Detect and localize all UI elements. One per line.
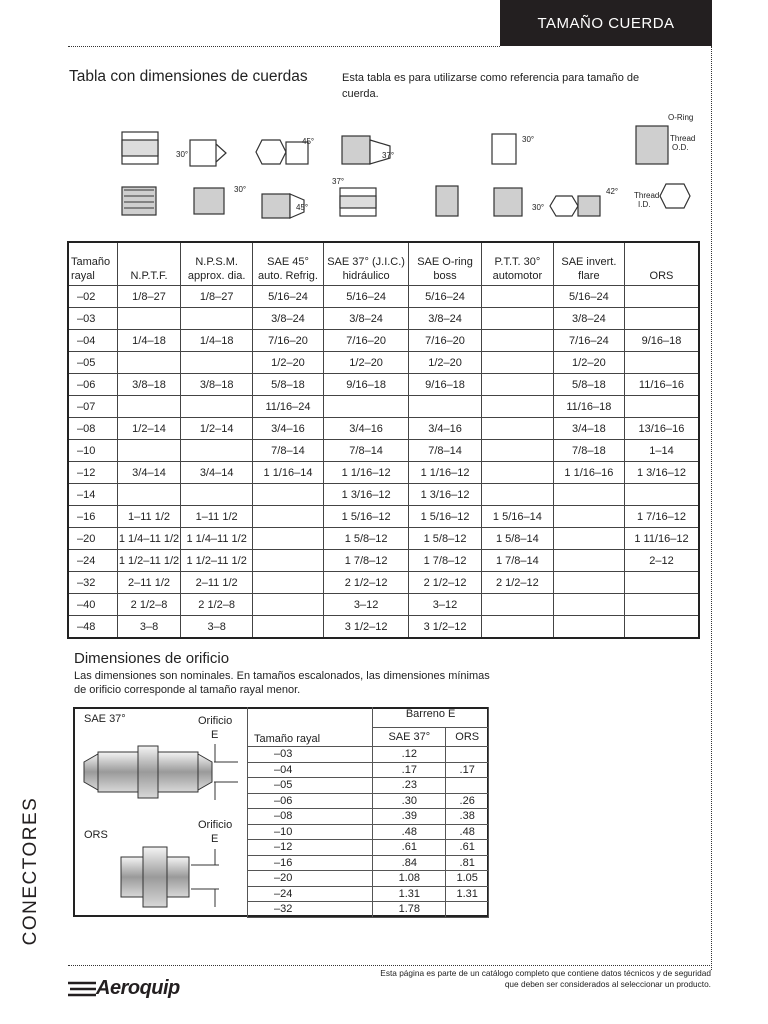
side-label-text: CONECTORES	[20, 796, 41, 946]
table-cell	[252, 572, 323, 594]
table-cell	[624, 352, 699, 374]
table-cell: –32	[68, 572, 117, 594]
table-cell	[481, 352, 553, 374]
table-cell: 1 5/16–12	[409, 506, 482, 528]
table-cell: 1 5/8–14	[481, 528, 553, 550]
column-header-line: SAE 37° (J.I.C.)	[327, 256, 405, 268]
table-cell: 1/2–14	[117, 418, 181, 440]
angle-label: 37°	[332, 177, 345, 186]
table-cell: 1 5/16–12	[324, 506, 409, 528]
table-cell: 1–14	[624, 440, 699, 462]
table-cell: –20	[68, 528, 117, 550]
table-cell: –05	[68, 352, 117, 374]
table-cell: 3–12	[409, 594, 482, 616]
column-header-line: ORS	[649, 270, 674, 282]
page-title: Tabla con dimensiones de cuerdas	[69, 68, 308, 85]
column-header-line: hidráulico	[342, 270, 390, 282]
table-cell: 1/2–20	[409, 352, 482, 374]
table-cell: 9/16–18	[409, 374, 482, 396]
table-cell: 1/2–20	[252, 352, 323, 374]
ors-male-icon	[636, 126, 668, 164]
table-cell: –08	[68, 418, 117, 440]
table-cell: 7/16–20	[324, 330, 409, 352]
table-cell: 7/8–18	[553, 440, 624, 462]
ors-female-icon	[660, 184, 690, 208]
section-tab	[500, 0, 712, 46]
column-header-line: SAE 45°	[267, 256, 309, 268]
top-divider	[68, 46, 500, 47]
table-cell: 7/16–24	[553, 330, 624, 352]
table-cell	[181, 396, 253, 418]
table-row	[68, 396, 699, 418]
table-cell: 1–11 1/2	[181, 506, 253, 528]
table-cell: 1 7/8–12	[409, 550, 482, 572]
table-row	[68, 484, 699, 506]
table-cell	[181, 484, 253, 506]
table-cell: 3–12	[324, 594, 409, 616]
table-cell: 1/2–20	[324, 352, 409, 374]
sae45-female-icon	[256, 140, 308, 164]
table-cell: 5/16–24	[252, 286, 323, 308]
ors-label: ORS	[84, 829, 108, 841]
angle-label: 30°	[532, 203, 545, 212]
table-cell	[553, 550, 624, 572]
column-header	[117, 242, 181, 286]
table-row	[248, 871, 489, 887]
table-cell: 1/8–27	[181, 286, 253, 308]
column-header-line: SAE O-ring	[417, 256, 473, 268]
table-cell: –24	[248, 886, 373, 902]
table-cell	[553, 616, 624, 639]
table-cell: 3/4–16	[409, 418, 482, 440]
angle-label: 42°	[606, 187, 619, 196]
table-cell: .38	[446, 809, 489, 825]
table-cell: 11/16–24	[252, 396, 323, 418]
orifice-section-title: Dimensiones de orificio	[74, 650, 230, 667]
logo-wing-icon	[68, 975, 98, 1003]
table-cell: –03	[68, 308, 117, 330]
table-cell: 3/8–18	[181, 374, 253, 396]
table-row	[68, 594, 699, 616]
table-cell: –10	[248, 824, 373, 840]
table-cell: 1/4–18	[117, 330, 181, 352]
table-cell: –06	[248, 793, 373, 809]
table-cell: 1 1/2–11 1/2	[181, 550, 253, 572]
table-cell: 1 7/8–14	[481, 550, 553, 572]
table-cell	[481, 440, 553, 462]
npsm-female-icon	[190, 140, 226, 166]
table-cell: 1 1/16–16	[553, 462, 624, 484]
oring-label: O-Ring	[668, 113, 694, 122]
col-header-size: Tamaño rayal	[248, 707, 373, 747]
table-cell	[624, 594, 699, 616]
table-cell: –02	[68, 286, 117, 308]
table-cell: 13/16–16	[624, 418, 699, 440]
table-row	[68, 286, 699, 308]
table-row	[248, 840, 489, 856]
table-row	[68, 528, 699, 550]
column-header	[68, 242, 117, 286]
table-row	[248, 762, 489, 778]
column-header-line: N.P.S.M.	[195, 256, 238, 268]
table-cell	[481, 374, 553, 396]
table-row	[68, 462, 699, 484]
table-cell: –24	[68, 550, 117, 572]
table-cell: –12	[68, 462, 117, 484]
table-cell: 5/16–24	[324, 286, 409, 308]
table-cell: .17	[446, 762, 489, 778]
table-cell: –03	[248, 747, 373, 763]
table-cell	[324, 396, 409, 418]
table-cell: 3/8–24	[553, 308, 624, 330]
footer-disclaimer	[331, 968, 711, 990]
table-cell	[117, 396, 181, 418]
table-cell	[252, 528, 323, 550]
table-cell: 1.05	[446, 871, 489, 887]
table-cell: –05	[248, 778, 373, 794]
table-cell	[409, 396, 482, 418]
angle-label: 45°	[296, 203, 309, 212]
table-cell	[481, 308, 553, 330]
section-tab-label: TAMAÑO CUERDA	[537, 14, 675, 32]
table-cell: .81	[446, 855, 489, 871]
table-cell: 3 1/2–12	[324, 616, 409, 639]
table-row	[68, 572, 699, 594]
thread-size-table	[67, 241, 700, 639]
table-row	[248, 855, 489, 871]
thread-id-label: I.D.	[638, 200, 651, 209]
table-cell: 3–8	[181, 616, 253, 639]
table-cell: –10	[68, 440, 117, 462]
table-cell	[481, 484, 553, 506]
table-cell: 1 1/4–11 1/2	[117, 528, 181, 550]
table-cell: .23	[373, 778, 446, 794]
table-cell: 1.08	[373, 871, 446, 887]
table-cell: 1 1/16–12	[409, 462, 482, 484]
table-cell: .84	[373, 855, 446, 871]
table-cell: 1 3/16–12	[624, 462, 699, 484]
table-cell: 3 1/2–12	[409, 616, 482, 639]
table-cell: –14	[68, 484, 117, 506]
orificio-e-label: E	[211, 833, 219, 845]
table-cell	[553, 572, 624, 594]
table-row	[248, 886, 489, 902]
table-cell: 7/8–14	[252, 440, 323, 462]
table-cell: 11/16–18	[553, 396, 624, 418]
table-cell: –04	[248, 762, 373, 778]
table-cell	[481, 396, 553, 418]
table-cell: 3/4–16	[324, 418, 409, 440]
table-cell: 3–8	[117, 616, 181, 639]
logo-text: Aeroquip	[96, 977, 180, 999]
invert-flare-icon	[550, 196, 600, 216]
table-cell: 1 3/16–12	[324, 484, 409, 506]
table-cell: 1 1/16–12	[324, 462, 409, 484]
angle-label: 30°	[176, 150, 189, 159]
table-row	[68, 506, 699, 528]
table-cell: 3/4–14	[117, 462, 181, 484]
table-cell	[181, 352, 253, 374]
table-row	[68, 418, 699, 440]
table-cell	[624, 484, 699, 506]
column-header-line: boss	[433, 270, 457, 282]
table-cell	[481, 616, 553, 639]
ptt-female-icon	[492, 134, 516, 164]
column-header	[181, 242, 253, 286]
col-header-barreno: Barreno E	[373, 707, 489, 728]
orificio-label: Orificio	[198, 819, 233, 831]
column-header-line: P.T.T. 30°	[494, 256, 541, 268]
table-cell: –16	[248, 855, 373, 871]
table-cell	[446, 747, 489, 763]
bottom-divider	[68, 965, 712, 966]
table-cell: –12	[248, 840, 373, 856]
table-row	[68, 308, 699, 330]
table-cell: 1 1/2–11 1/2	[117, 550, 181, 572]
column-header	[481, 242, 553, 286]
table-cell	[252, 506, 323, 528]
table-cell: –08	[248, 809, 373, 825]
thread-od-label: Thread	[670, 134, 696, 143]
table-row	[248, 778, 489, 794]
angle-label: 37°	[382, 151, 395, 160]
table-cell: 2 1/2–8	[181, 594, 253, 616]
angle-label: 45°	[302, 137, 315, 146]
table-cell: .39	[373, 809, 446, 825]
table-cell: 1 3/16–12	[409, 484, 482, 506]
table-cell	[117, 308, 181, 330]
table-cell: 3/4–16	[252, 418, 323, 440]
table-cell: 9/16–18	[324, 374, 409, 396]
table-row	[68, 330, 699, 352]
table-cell: 2 1/2–12	[481, 572, 553, 594]
column-header-line: rayal	[71, 270, 95, 282]
table-cell	[553, 484, 624, 506]
table-cell: –48	[68, 616, 117, 639]
angle-label: 30°	[522, 135, 535, 144]
table-cell	[481, 418, 553, 440]
nptf-male-icon	[122, 187, 156, 215]
table-cell	[446, 902, 489, 918]
table-cell: 1/4–18	[181, 330, 253, 352]
table-cell: 2 1/2–12	[409, 572, 482, 594]
table-row	[68, 616, 699, 639]
table-cell: 1 7/8–12	[324, 550, 409, 572]
table-cell: 5/8–18	[252, 374, 323, 396]
table-cell: 1/2–20	[553, 352, 624, 374]
table-cell: 7/16–20	[252, 330, 323, 352]
thread-id-label: Thread	[634, 191, 660, 200]
table-cell	[624, 572, 699, 594]
table-cell: –07	[68, 396, 117, 418]
table-row	[68, 374, 699, 396]
table-cell: 3/8–24	[409, 308, 482, 330]
table-cell: 7/16–20	[409, 330, 482, 352]
table-cell: 5/16–24	[409, 286, 482, 308]
table-cell: 1 11/16–12	[624, 528, 699, 550]
table-cell	[181, 308, 253, 330]
sae37-union-illustration	[78, 738, 246, 808]
column-header-line: N.P.T.F.	[130, 270, 168, 282]
table-row	[248, 747, 489, 763]
table-cell: 1.31	[446, 886, 489, 902]
table-cell	[481, 330, 553, 352]
npsm-male-icon	[194, 188, 224, 214]
angle-label: 30°	[234, 185, 247, 194]
column-header	[553, 242, 624, 286]
table-row	[68, 352, 699, 374]
column-header	[324, 242, 409, 286]
column-header	[409, 242, 482, 286]
table-cell: 3/4–14	[181, 462, 253, 484]
table-cell: –06	[68, 374, 117, 396]
table-cell: .48	[446, 824, 489, 840]
table-cell: .12	[373, 747, 446, 763]
table-cell: 7/8–14	[409, 440, 482, 462]
right-divider	[711, 46, 712, 970]
ptt-male-icon	[494, 188, 522, 216]
table-cell: –04	[68, 330, 117, 352]
footer-line-1: Esta página es parte de un catálogo completo que contiene datos técnicos y de seguridad	[380, 968, 711, 978]
nptf-female-icon	[122, 132, 158, 164]
table-cell: 1 5/8–12	[324, 528, 409, 550]
table-cell	[117, 484, 181, 506]
table-cell: 1–11 1/2	[117, 506, 181, 528]
table-cell: 11/16–16	[624, 374, 699, 396]
table-cell	[252, 484, 323, 506]
table-cell: 3/8–24	[324, 308, 409, 330]
table-cell: 1 1/16–14	[252, 462, 323, 484]
table-cell	[624, 396, 699, 418]
table-cell: 2 1/2–8	[117, 594, 181, 616]
table-cell: 2–11 1/2	[117, 572, 181, 594]
table-cell	[481, 594, 553, 616]
table-cell	[181, 440, 253, 462]
table-cell: 3/8–24	[252, 308, 323, 330]
table-cell	[252, 616, 323, 639]
table-cell	[624, 308, 699, 330]
col-header-ors: ORS	[446, 728, 489, 747]
table-cell: .17	[373, 762, 446, 778]
table-row	[68, 440, 699, 462]
table-cell: 2–11 1/2	[181, 572, 253, 594]
table-row	[248, 902, 489, 918]
table-cell	[553, 506, 624, 528]
table-cell: .26	[446, 793, 489, 809]
table-cell	[481, 462, 553, 484]
table-cell	[553, 528, 624, 550]
orifice-section-text: Las dimensiones son nominales. En tamaños escalonados, las dimensiones mínimas de orificio corresponde al tamaño rayal menor.	[74, 670, 490, 696]
column-header-line: flare	[578, 270, 600, 282]
orificio-label: Orificio	[198, 715, 233, 727]
column-header	[252, 242, 323, 286]
table-cell: 1 7/16–12	[624, 506, 699, 528]
table-cell: 3/8–18	[117, 374, 181, 396]
table-cell	[446, 778, 489, 794]
table-cell: 2 1/2–12	[324, 572, 409, 594]
table-row	[248, 824, 489, 840]
intro-note: Esta tabla es para utilizarse como referencia para tamaño de cuerda.	[342, 72, 640, 100]
table-cell	[252, 550, 323, 572]
ors-union-illustration	[115, 843, 225, 913]
column-header-line: approx. dia.	[187, 270, 246, 282]
table-cell: 7/8–14	[324, 440, 409, 462]
table-cell: –32	[248, 902, 373, 918]
orificio-e-label: E	[211, 729, 219, 741]
aeroquip-logo	[68, 975, 186, 1003]
table-cell: 5/8–18	[553, 374, 624, 396]
table-cell: 1/8–27	[117, 286, 181, 308]
table-row	[248, 809, 489, 825]
table-cell: 1.78	[373, 902, 446, 918]
thread-od-label: O.D.	[672, 143, 689, 152]
table-cell: 1 5/16–14	[481, 506, 553, 528]
table-cell	[252, 594, 323, 616]
oring-boss-icon	[436, 186, 458, 216]
table-cell: .30	[373, 793, 446, 809]
fitting-illustrations	[110, 112, 710, 238]
table-cell: .48	[373, 824, 446, 840]
table-cell	[553, 594, 624, 616]
table-cell: 1 1/4–11 1/2	[181, 528, 253, 550]
footer-line-2: que deben ser considerados al seleccionar un producto.	[504, 979, 711, 989]
col-header-sae: SAE 37°	[373, 728, 446, 747]
side-section-label	[6, 796, 46, 950]
table-cell: 1 5/8–12	[409, 528, 482, 550]
table-cell	[481, 286, 553, 308]
column-header	[624, 242, 699, 286]
table-cell: –16	[68, 506, 117, 528]
table-cell: .61	[446, 840, 489, 856]
table-cell: 5/16–24	[553, 286, 624, 308]
table-cell	[117, 440, 181, 462]
table-cell: –20	[248, 871, 373, 887]
table-cell	[624, 286, 699, 308]
table-row	[68, 550, 699, 572]
column-header-line: Tamaño	[71, 256, 111, 268]
column-header-line: SAE invert.	[561, 256, 617, 268]
table-cell	[117, 352, 181, 374]
sae37-female-icon	[340, 188, 376, 216]
column-header-line: automotor	[492, 270, 543, 282]
column-header-line: auto. Refrig.	[258, 270, 318, 282]
table-cell	[624, 616, 699, 639]
table-row	[248, 793, 489, 809]
table-cell: 3/4–18	[553, 418, 624, 440]
table-cell: 9/16–18	[624, 330, 699, 352]
sae37-label: SAE 37°	[84, 713, 126, 725]
table-cell: .61	[373, 840, 446, 856]
table-cell: 1.31	[373, 886, 446, 902]
table-cell: 1/2–14	[181, 418, 253, 440]
table-cell: 2–12	[624, 550, 699, 572]
orifice-table	[247, 707, 489, 918]
table-cell: –40	[68, 594, 117, 616]
